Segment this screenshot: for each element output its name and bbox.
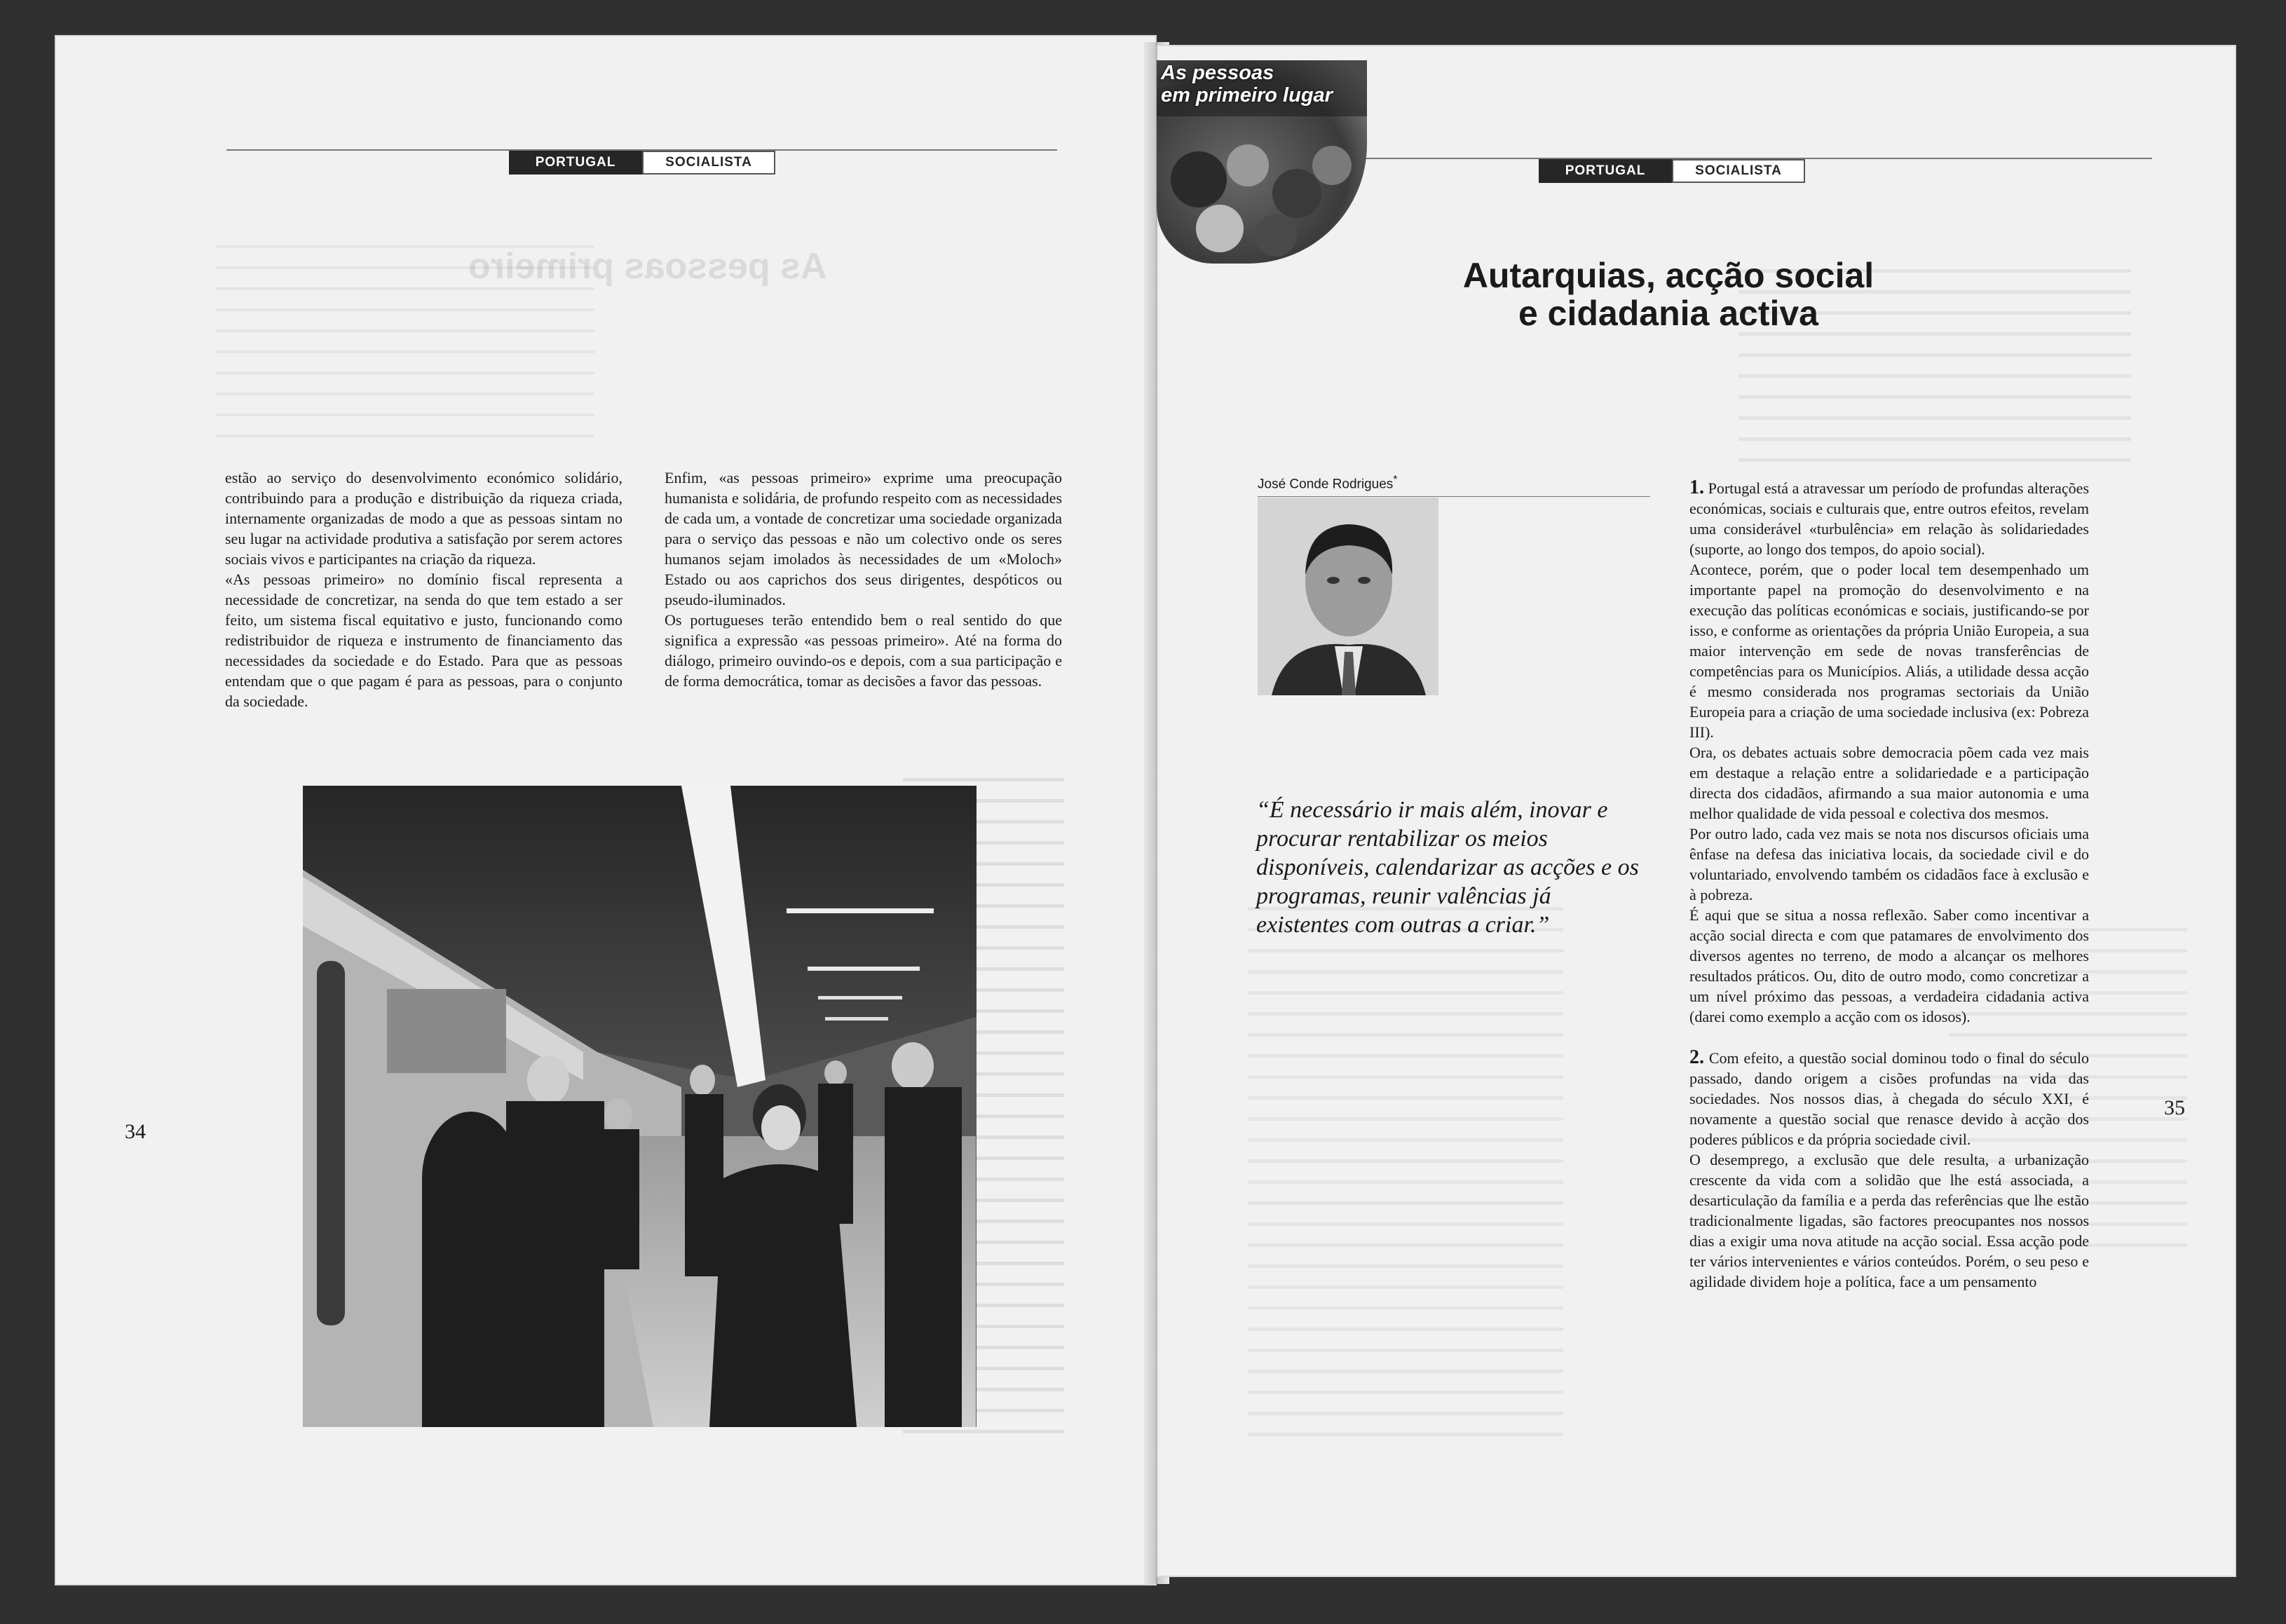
- section-header: [509, 151, 775, 175]
- page-number: 35: [2164, 1096, 2185, 1119]
- paragraph: É aqui que se situa a nossa reflexão. Saber como incentivar a acção social directa e com que patamares de envolvimento dos diversos agentes no terreno, de modo a alcançar os melhores resultados práticos. Ou, dito de outro modo, como concretizar a um nível próximo das pessoas, a verdadeira cidadania activa (darei como exemplo a acção com os idosos).: [1689, 906, 2089, 1025]
- metro-photo-illustration: [303, 786, 977, 1427]
- author-footnote-mark: *: [1393, 474, 1398, 486]
- pull-quote: “É necessário ir mais além, inovar e procurar rentabilizar os meios disponíveis, calendarizar as acções e os programas, reunir valências já existentes com outras a criar.”: [1256, 797, 1639, 938]
- show-through-text-left: [1248, 907, 1563, 1447]
- logo-text-line-1: As pessoas: [1161, 62, 1274, 84]
- paragraph: O desemprego, a exclusão que dele resulta, a urbanização crescente da vida com a solidão que lhe está associada, a desarticulação da família e a perda das referências que lhe estão tradicionalmente ligadas, são factores preocupantes nos nossos dias a exigir uma nova atitude na acção social. Essa acção pode ter vários intervenientes e vários conteúdos. Porém, o seu peso e agilidade dividem hoje a política, face a um pensamento: [1689, 1151, 2089, 1290]
- logo-text-line-2: em primeiro lugar: [1161, 84, 1333, 107]
- page-number: 34: [125, 1120, 146, 1143]
- title-line-2: e cidadania activa: [1518, 294, 1818, 333]
- paragraph: Acontece, porém, que o poder local tem desempenhado um importante papel na promoção do desenvolvimento e na execução das políticas económicas e sociais, justificando-se por isso, e conforme as orientações da própria União Europeia, a sua maior intervenção em sede de novas transferências de competências para os Municípios. Aliás, a utilidade dessa acção é mesmo considerada nos programas sectoriais da União Europeia para a criação de uma sociedade inclusiva (ex: Pobreza III).: [1689, 561, 2089, 741]
- paragraph: Com efeito, a questão social dominou todo o final do século passado, dando origem a cisões profundas na vida das sociedades. Nos nossos dias, à chegada do século XXI, é novamente a questão social que renasce devido à acção dos poderes públicos e da própria sociedade civil.: [1689, 1049, 2090, 1148]
- right-column: [1689, 477, 2089, 1292]
- right-page: [1157, 45, 2236, 1577]
- paragraph: estão ao serviço do desenvolvimento económico solidário, contribuindo para a produção e distribuição da riqueza criada, internamente organizadas de modo a que as pessoas sintam no seu lugar na actividade produtiva a satisfação por serem actores sociais vivos e participantes na criação da riqueza.: [225, 469, 622, 568]
- header-socialista: SOCIALISTA: [1672, 159, 1805, 183]
- left-column-2: [665, 468, 1062, 691]
- section-number-1: 1.: [1689, 477, 1704, 498]
- paragraph: Enfim, «as pessoas primeiro» exprime uma preocupação humanista e solidária, de profundo respeito com as necessidades de cada um, a vontade de concretizar uma sociedade organizada para o serviço das pessoas e não um colectivo onde os seres humanos sejam imolados às necessidades de um «Moloch» Estado ou aos caprichos dos seus dirigentes, despóticos ou pseudo-iluminados.: [665, 469, 1062, 608]
- metro-photo: [303, 786, 977, 1427]
- section-header: [1539, 159, 1805, 183]
- paragraph: Portugal está a atravessar um período de profundas alterações económicas, sociais e culturais que, entre outros efeitos, revelam uma considerável «turbulência» em relação às solidariedades (suporte, ao longo dos tempos, do apoio social).: [1689, 479, 2090, 558]
- paragraph: Por outro lado, cada vez mais se nota nos discursos oficiais uma ênfase na defesa das iniciativa locais, da sociedade civil e do voluntariado, envolvendo também os cidadãos face à exclusão e à pobreza.: [1689, 825, 2089, 903]
- left-page: [55, 35, 1157, 1585]
- section-number-2: 2.: [1689, 1046, 1704, 1068]
- header-portugal: PORTUGAL: [509, 151, 642, 175]
- title-line-1: Autarquias, acção social: [1462, 256, 1875, 295]
- author-portrait: [1258, 498, 1438, 695]
- left-column-1: [225, 468, 622, 711]
- article-title: [1402, 257, 1935, 332]
- paragraph: «As pessoas primeiro» no domínio fiscal representa a necessidade de concretizar, na senda do que tem estado a ser feito, um sistema fiscal equitativo e justo, funcionando como redistribuidor de riqueza e instrumento de financiamento das necessidades da sociedade e do Estado. Para que as pessoas entendam que o que pagam é para as pessoas, para o conjunto da sociedade.: [225, 571, 622, 710]
- header-portugal: PORTUGAL: [1539, 159, 1672, 183]
- author-photo: [1258, 498, 1438, 695]
- show-through-text: [216, 245, 594, 456]
- header-socialista: SOCIALISTA: [642, 151, 775, 175]
- show-through-title: As pessoas primeiro: [468, 246, 827, 287]
- author-rule: [1258, 496, 1650, 497]
- author-name: José Conde Rodrigues*: [1258, 474, 1398, 492]
- paragraph: Os portugueses terão entendido bem o real sentido do que significa a expressão «as pessoas primeiro». Até na forma do diálogo, primeiro ouvindo-os e depois, com a sua participação e de forma democrática, tomar as decisões a favor das pessoas.: [665, 611, 1062, 690]
- paragraph: Ora, os debates actuais sobre democracia põem cada vez mais em destaque a relação entre a solidariedade e a participação directa dos cidadãos, afirmando a sua maior autonomia e uma melhor qualidade de vida pessoal e colectiva dos mesmos.: [1689, 744, 2089, 822]
- series-logo: [1157, 60, 1367, 264]
